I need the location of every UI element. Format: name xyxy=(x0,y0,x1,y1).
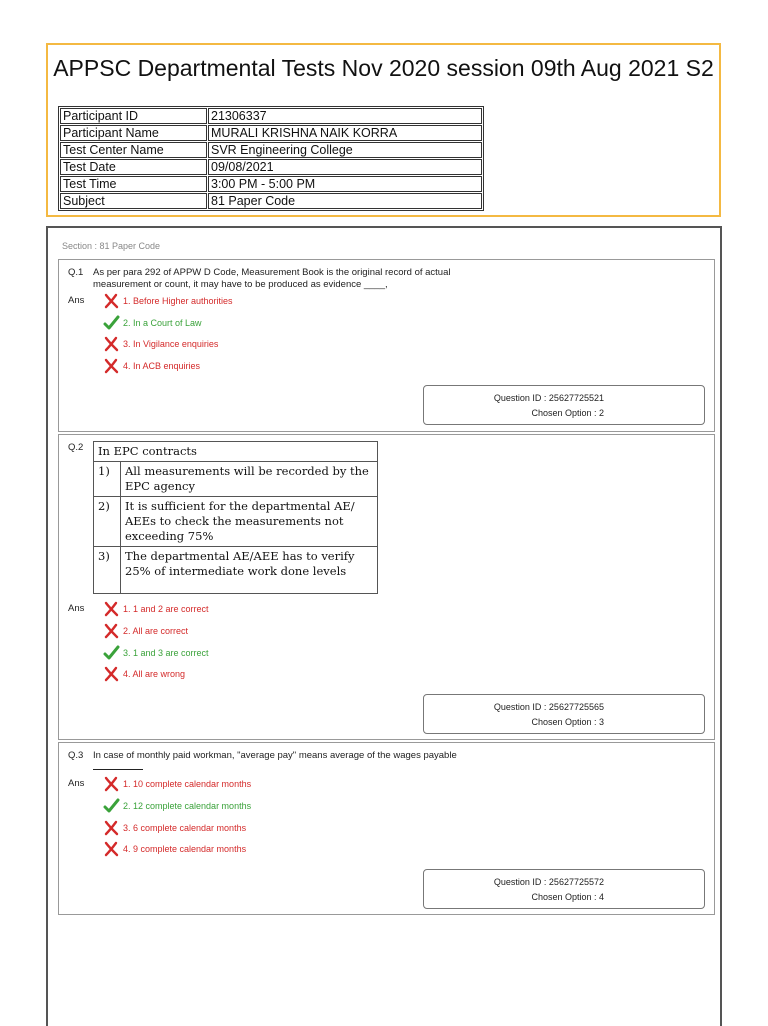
question-text-line: As per para 292 of APPW D Code, Measurement Book is the original record of actual xyxy=(93,267,451,278)
question-meta-box xyxy=(423,385,705,425)
option-item xyxy=(103,358,200,374)
info-row xyxy=(60,142,482,158)
option-label: 2. All are correct xyxy=(123,626,189,636)
info-value: 3:00 PM - 5:00 PM xyxy=(208,176,482,192)
chosen-option: Chosen Option : 3 xyxy=(531,717,604,727)
question-number: Q.2 xyxy=(68,442,84,453)
option-item xyxy=(103,798,251,814)
info-value: 21306337 xyxy=(208,108,482,124)
section-label: Section : 81 Paper Code xyxy=(62,241,161,251)
question-meta-box xyxy=(423,694,705,734)
info-value: SVR Engineering College xyxy=(208,142,482,158)
info-label: Test Time xyxy=(60,176,207,192)
epc-row-number: 1) xyxy=(94,462,121,497)
cross-icon xyxy=(103,601,120,617)
question-image-table xyxy=(93,441,378,594)
ans-label: Ans xyxy=(68,295,85,306)
info-label: Test Date xyxy=(60,159,207,175)
cross-icon xyxy=(103,623,120,639)
option-item xyxy=(103,623,188,639)
question-meta-box xyxy=(423,869,705,909)
info-row xyxy=(60,176,482,192)
epc-row-text: The departmental AE/AEE has to verify 25% of intermediate work done levels xyxy=(121,547,378,594)
info-label: Participant ID xyxy=(60,108,207,124)
option-item xyxy=(103,336,218,352)
info-value: 81 Paper Code xyxy=(208,193,482,209)
info-label: Subject xyxy=(60,193,207,209)
cross-icon xyxy=(103,293,120,309)
epc-row-number: 3) xyxy=(94,547,121,594)
option-item xyxy=(103,601,209,617)
cross-icon xyxy=(103,776,120,792)
option-label: 4. All are wrong xyxy=(123,669,186,679)
option-label: 1. 1 and 2 are correct xyxy=(123,604,209,614)
question-id: Question ID : 25627725572 xyxy=(493,877,604,887)
epc-row-number: 2) xyxy=(94,497,121,547)
option-item xyxy=(103,666,185,682)
option-label: 1. 10 complete calendar months xyxy=(123,779,252,789)
option-label: 2. In a Court of Law xyxy=(123,318,202,328)
participant-info-table xyxy=(58,106,484,211)
ans-label: Ans xyxy=(68,778,85,789)
cross-icon xyxy=(103,666,120,682)
cross-icon xyxy=(103,336,120,352)
info-row xyxy=(60,125,482,141)
test-header xyxy=(46,43,721,217)
check-icon xyxy=(103,645,120,661)
epc-row-text: It is sufficient for the departmental AE/ AEEs to check the measurements not exceeding 75% xyxy=(121,497,378,547)
option-label: 3. 1 and 3 are correct xyxy=(123,648,209,658)
option-item xyxy=(103,820,246,836)
chosen-option: Chosen Option : 4 xyxy=(531,892,604,902)
option-label: 1. Before Higher authorities xyxy=(123,296,233,306)
option-label: 4. 9 complete calendar months xyxy=(123,844,247,854)
question-id: Question ID : 25627725521 xyxy=(493,393,604,403)
question-number: Q.3 xyxy=(68,750,84,761)
info-row xyxy=(60,108,482,124)
question-text: In case of monthly paid workman, "average pay" means average of the wages payable xyxy=(93,750,457,761)
cross-icon xyxy=(103,820,120,836)
page-title: APPSC Departmental Tests Nov 2020 session 09th Aug 2021 S2 xyxy=(53,55,714,81)
info-value: 09/08/2021 xyxy=(208,159,482,175)
info-value: MURALI KRISHNA NAIK KORRA xyxy=(208,125,482,141)
chosen-option: Chosen Option : 2 xyxy=(531,408,604,418)
epc-table-title: In EPC contracts xyxy=(94,442,378,462)
option-label: 2. 12 complete calendar months xyxy=(123,801,252,811)
ans-label: Ans xyxy=(68,603,85,614)
option-item xyxy=(103,776,251,792)
option-label: 3. 6 complete calendar months xyxy=(123,823,247,833)
option-label: 3. In Vigilance enquiries xyxy=(123,339,219,349)
info-row xyxy=(60,159,482,175)
info-label: Participant Name xyxy=(60,125,207,141)
cross-icon xyxy=(103,358,120,374)
question-card-3 xyxy=(58,742,715,915)
option-item xyxy=(103,841,246,857)
cross-icon xyxy=(103,841,120,857)
option-label: 4. In ACB enquiries xyxy=(123,361,201,371)
info-row xyxy=(60,193,482,209)
question-number: Q.1 xyxy=(68,267,84,278)
blank-underline xyxy=(93,769,143,770)
info-label: Test Center Name xyxy=(60,142,207,158)
question-id: Question ID : 25627725565 xyxy=(493,702,604,712)
question-card-2 xyxy=(58,434,715,740)
check-icon xyxy=(103,315,120,331)
check-icon xyxy=(103,798,120,814)
question-card-1 xyxy=(58,259,715,432)
epc-row-text: All measurements will be recorded by the EPC agency xyxy=(121,462,378,497)
option-item xyxy=(103,315,202,331)
response-sheet xyxy=(46,226,722,1026)
question-text xyxy=(93,267,451,291)
option-item xyxy=(103,645,209,661)
question-text-line: measurement or count, it may have to be produced as evidence ____, xyxy=(93,279,388,290)
option-item xyxy=(103,293,233,309)
